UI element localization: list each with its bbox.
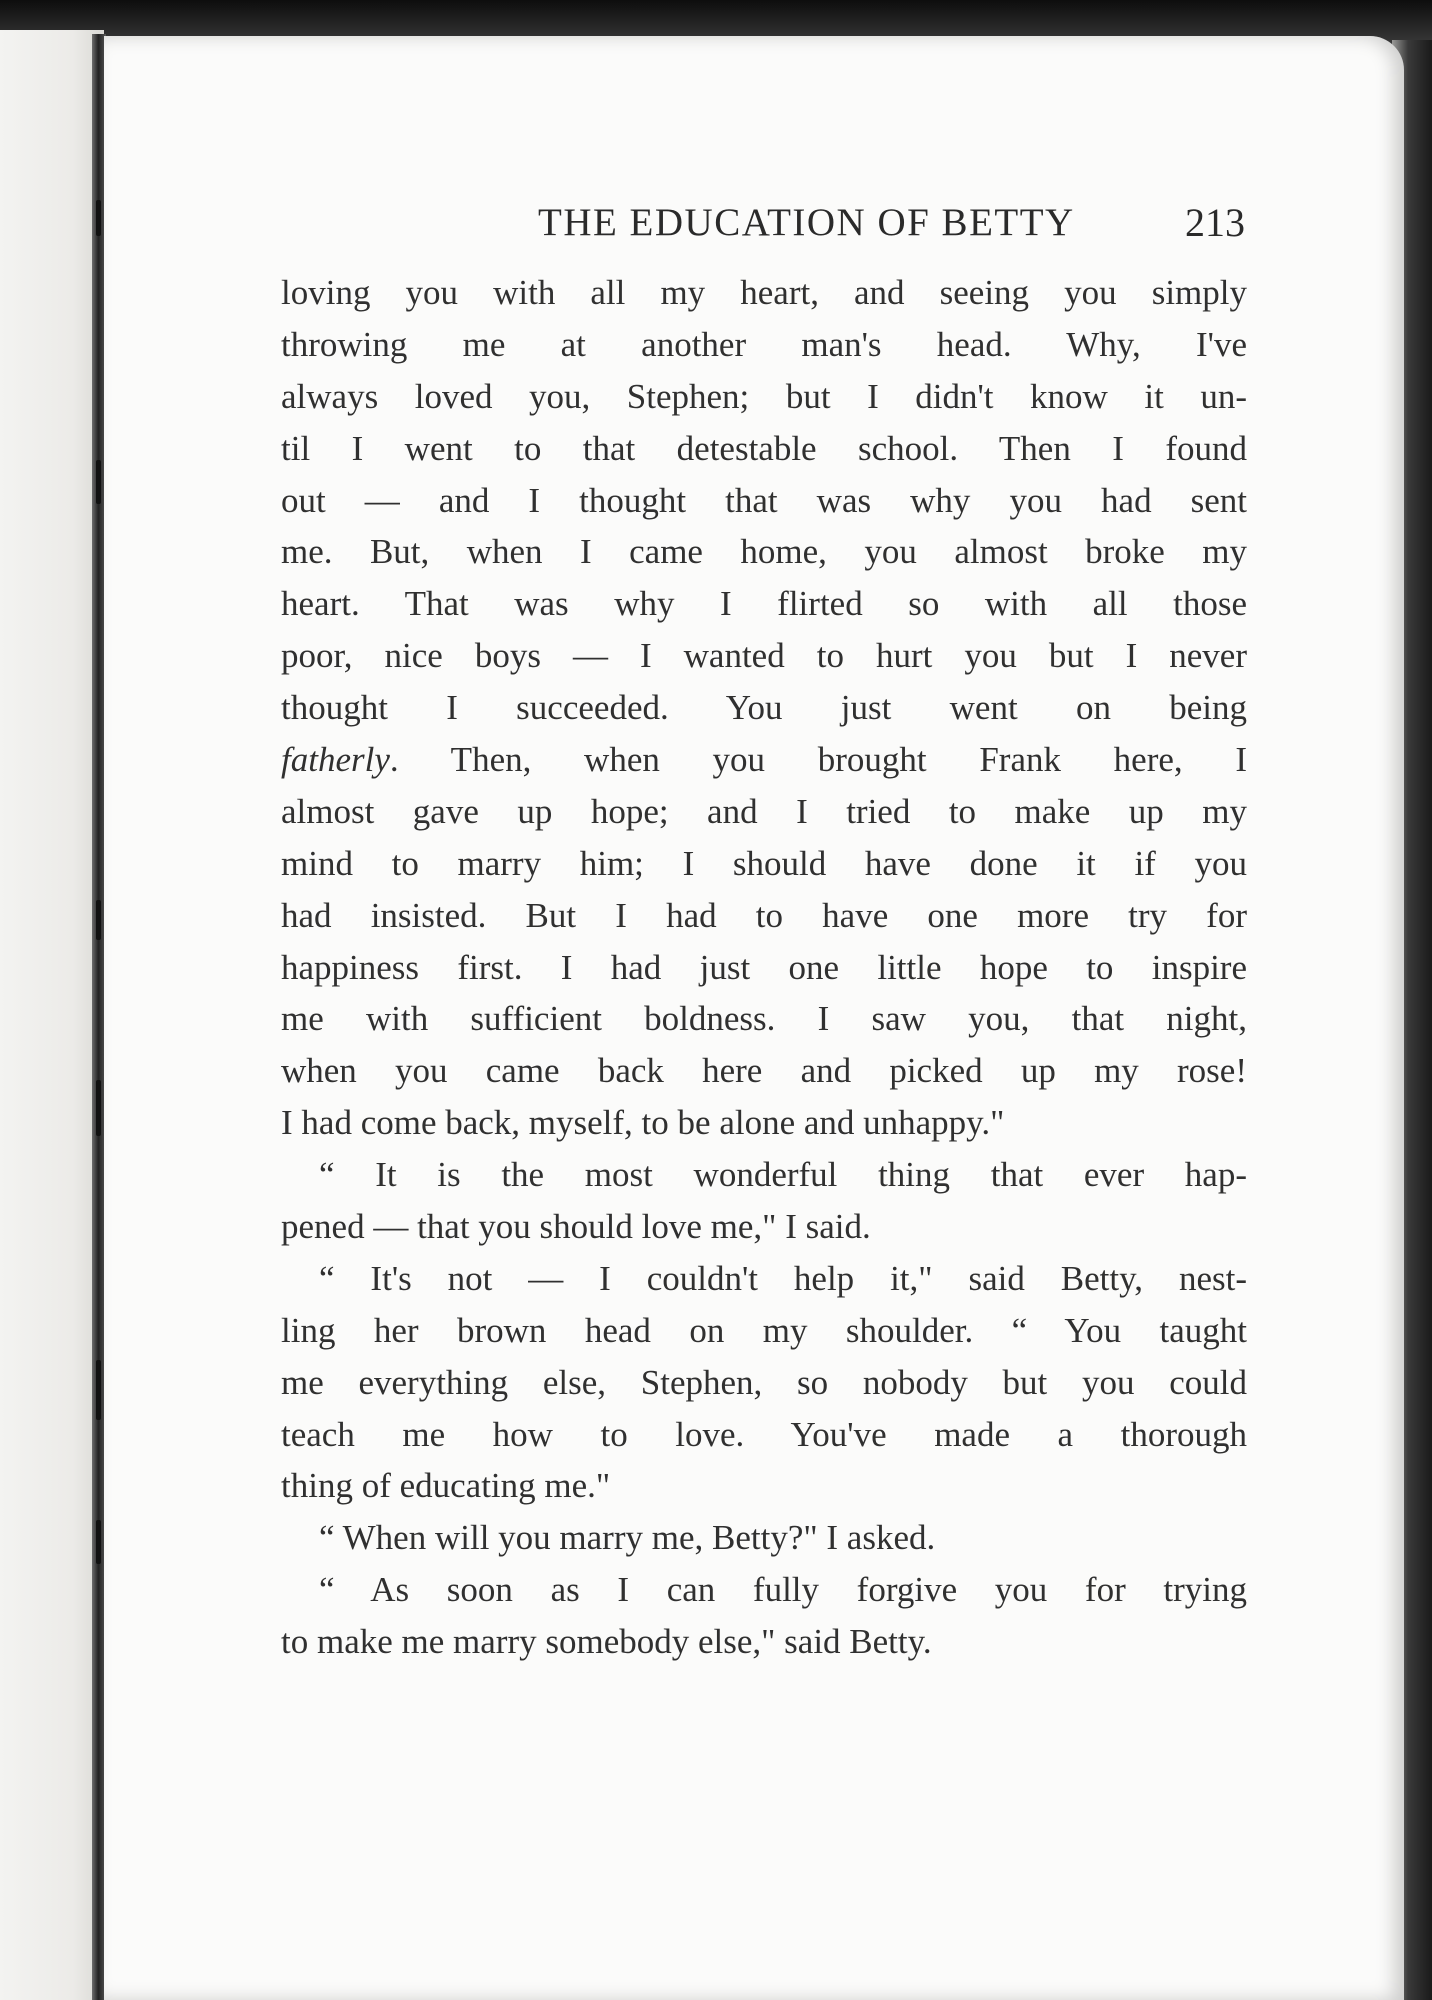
running-title: THE EDUCATION OF BETTY bbox=[538, 201, 1075, 244]
gutter-mark bbox=[96, 900, 101, 940]
text-line: almost gave up hope; and I tried to make up my bbox=[281, 791, 1247, 831]
gutter-mark bbox=[96, 1080, 101, 1136]
body-text bbox=[281, 267, 1247, 1668]
text-line: thing of educating me." bbox=[281, 1466, 611, 1506]
text-line: “ As soon as I can fully forgive you for trying bbox=[319, 1570, 1247, 1610]
text-line: “ When will you marry me, Betty?" I asked. bbox=[319, 1518, 936, 1558]
text-line: I had come back, myself, to be alone and unhappy." bbox=[281, 1103, 1005, 1143]
text-line: heart. That was why I flirted so with all those bbox=[281, 584, 1247, 624]
text-line: me with sufficient boldness. I saw you, that night, bbox=[281, 999, 1247, 1039]
text-line: “ It is the most wonderful thing that ever hap- bbox=[319, 1155, 1247, 1195]
text-line: fatherly. Then, when you brought Frank here, I bbox=[281, 740, 1247, 780]
text-line: ling her brown head on my shoulder. “ You taught bbox=[281, 1310, 1247, 1350]
text-line: mind to marry him; I should have done it if you bbox=[281, 843, 1247, 883]
gutter-mark bbox=[96, 1360, 101, 1420]
text-line: happiness first. I had just one little hope to inspire bbox=[281, 947, 1247, 987]
italic-word: fatherly bbox=[281, 740, 390, 780]
text-line: out — and I thought that was why you had sent bbox=[281, 480, 1247, 520]
text-line: throwing me at another man's head. Why, I've bbox=[281, 324, 1247, 364]
book-page bbox=[104, 36, 1404, 2000]
text-line: me everything else, Stephen, so nobody but you could bbox=[281, 1362, 1247, 1402]
text-line: thought I succeeded. You just went on being bbox=[281, 688, 1247, 728]
page-header bbox=[433, 188, 1245, 258]
text-line: always loved you, Stephen; but I didn't know it un- bbox=[281, 376, 1247, 416]
left-page-edge bbox=[0, 30, 104, 2000]
text-line: teach me how to love. You've made a thorough bbox=[281, 1414, 1247, 1454]
text-line: when you came back here and picked up my rose! bbox=[281, 1051, 1247, 1091]
text-line: “ It's not — I couldn't help it," said Betty, nest- bbox=[319, 1258, 1247, 1298]
text-line: had insisted. But I had to have one more try for bbox=[281, 895, 1247, 935]
text-line: loving you with all my heart, and seeing you simply bbox=[281, 273, 1247, 312]
gutter-mark bbox=[96, 1520, 101, 1564]
text-line: me. But, when I came home, you almost broke my bbox=[281, 532, 1247, 572]
text-line: poor, nice boys — I wanted to hurt you but I never bbox=[281, 636, 1247, 676]
text-line: pened — that you should love me," I said. bbox=[281, 1207, 871, 1247]
page-number: 213 bbox=[1185, 200, 1245, 245]
gutter-mark bbox=[96, 200, 101, 236]
text-line: til I went to that detestable school. Then I found bbox=[281, 428, 1247, 468]
gutter-mark bbox=[96, 460, 101, 504]
text-line: to make me marry somebody else," said Betty. bbox=[281, 1622, 932, 1662]
